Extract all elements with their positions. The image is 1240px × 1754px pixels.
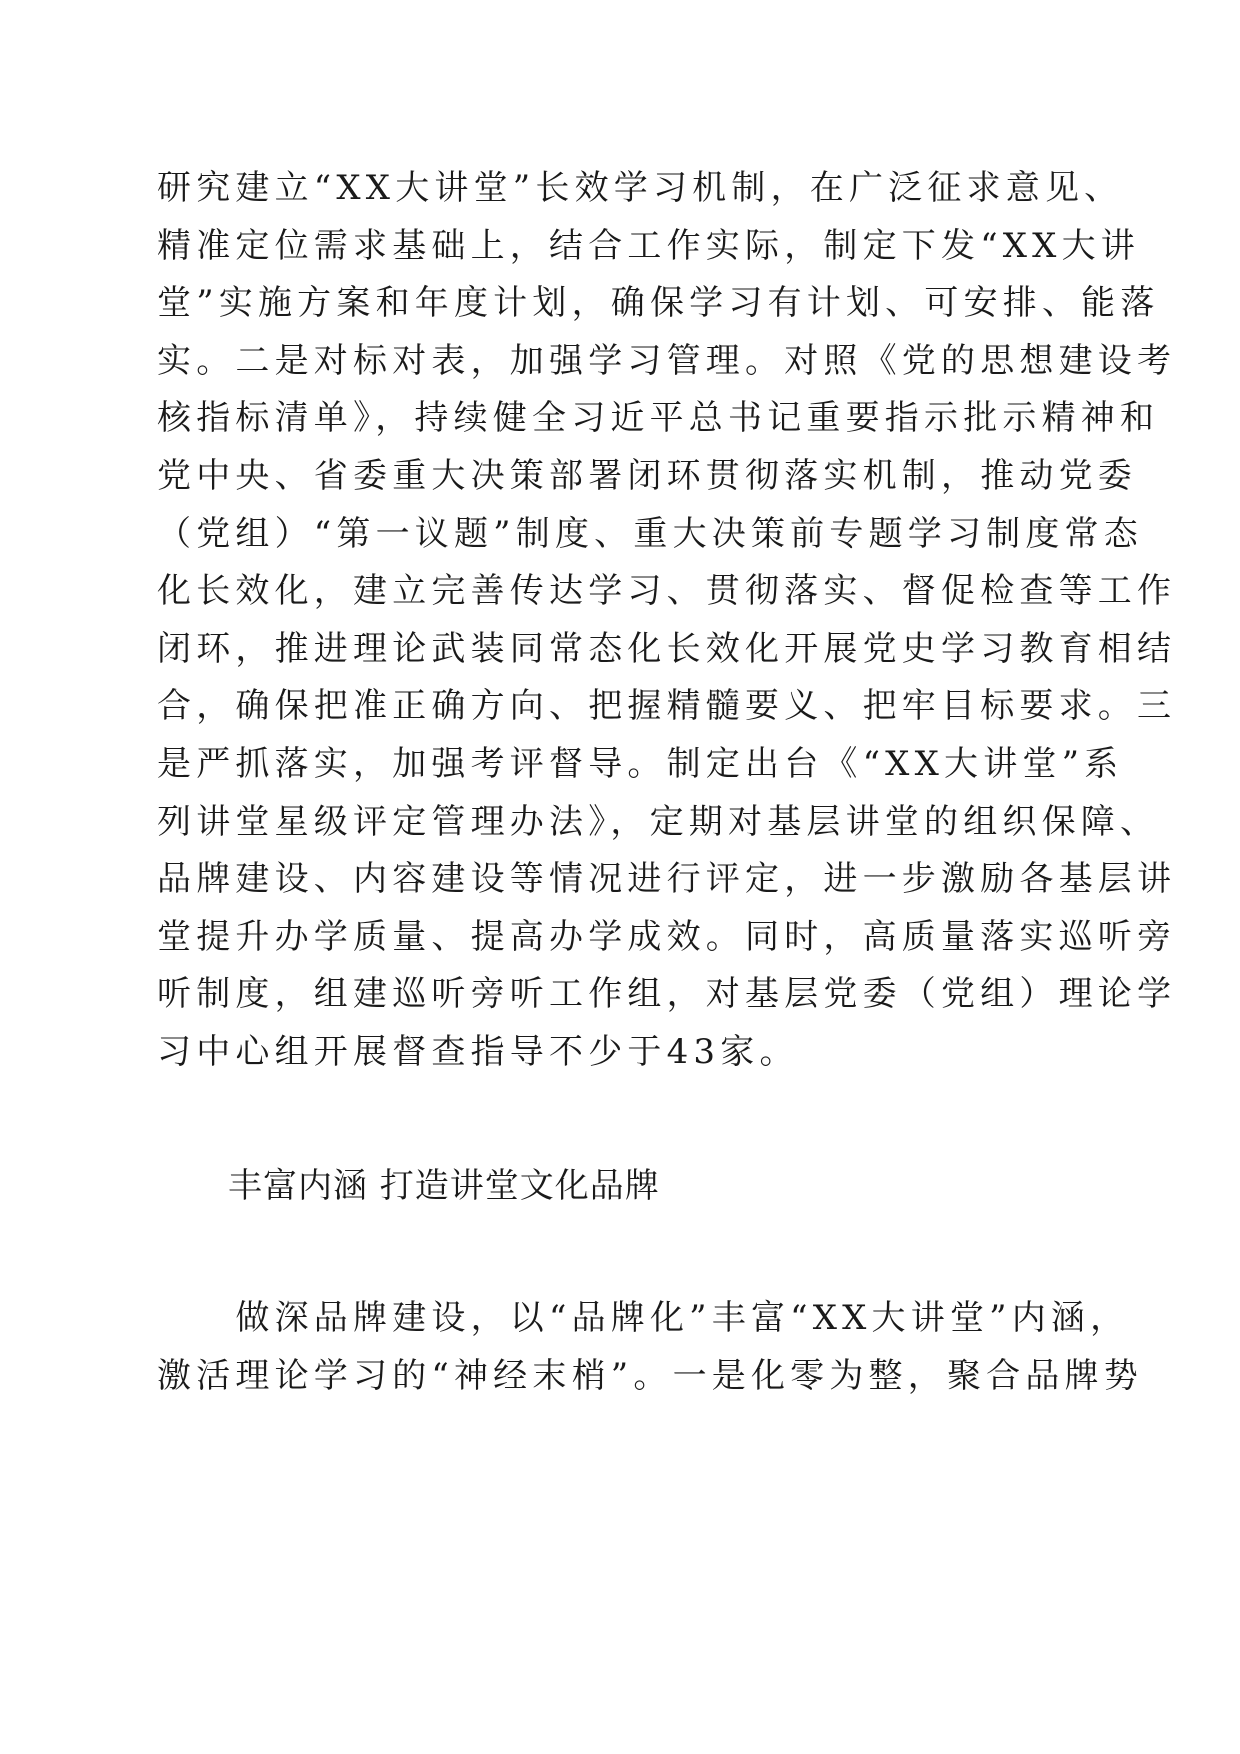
text-line: 核指标清单》，持续健全习近平总书记重要指示批示精神和 [157,398,1160,439]
text-line: 激活理论学习的“神经末梢”。一是化零为整，聚合品牌势 [157,1355,1143,1396]
text-line: 品牌建设、内容建设等情况进行评定，进一步激励各基层讲 [157,859,1177,900]
text-line: 闭环，推进理论武装同常态化长效化开展党史学习教育相结 [157,628,1177,669]
text-line: （党组）“第一议题”制度、重大决策前专题学习制度常态 [157,513,1143,554]
section-heading: 丰富内涵 打造讲堂文化品牌 [228,1166,660,1206]
text-line: 实。二是对标对表，加强学习管理。对照《党的思想建设考 [157,340,1177,381]
text-line: 习中心组开展督查指导不少于43家。 [157,1032,799,1072]
text-line: 堂”实施方案和年度计划，确保学习有计划、可安排、能落 [157,283,1160,324]
text-line: 精准定位需求基础上，结合工作实际，制定下发“XX大讲 [157,225,1140,266]
text-line: 堂提升办学质量、提高办学成效。同时，高质量落实巡听旁 [157,916,1177,957]
text-line: 研究建立“XX大讲堂”长效学习机制，在广泛征求意见、 [157,168,1124,208]
text-line: 列讲堂星级评定管理办法》，定期对基层讲堂的组织保障、 [157,801,1160,842]
text-line: 做深品牌建设，以“品牌化”丰富“XX大讲堂”内涵， [157,1298,1130,1338]
text-line: 合，确保把准正确方向、把握精髓要义、把牢目标要求。三 [157,686,1177,727]
text-line: 听制度，组建巡听旁听工作组，对基层党委（党组）理论学 [157,974,1177,1015]
text-line: 是严抓落实，加强考评督导。制定出台《“XX大讲堂”系 [157,744,1124,784]
text-line: 党中央、省委重大决策部署闭环贯彻落实机制，推动党委 [157,456,1137,496]
text-line: 化长效化，建立完善传达学习、贯彻落实、督促检查等工作 [157,571,1177,612]
